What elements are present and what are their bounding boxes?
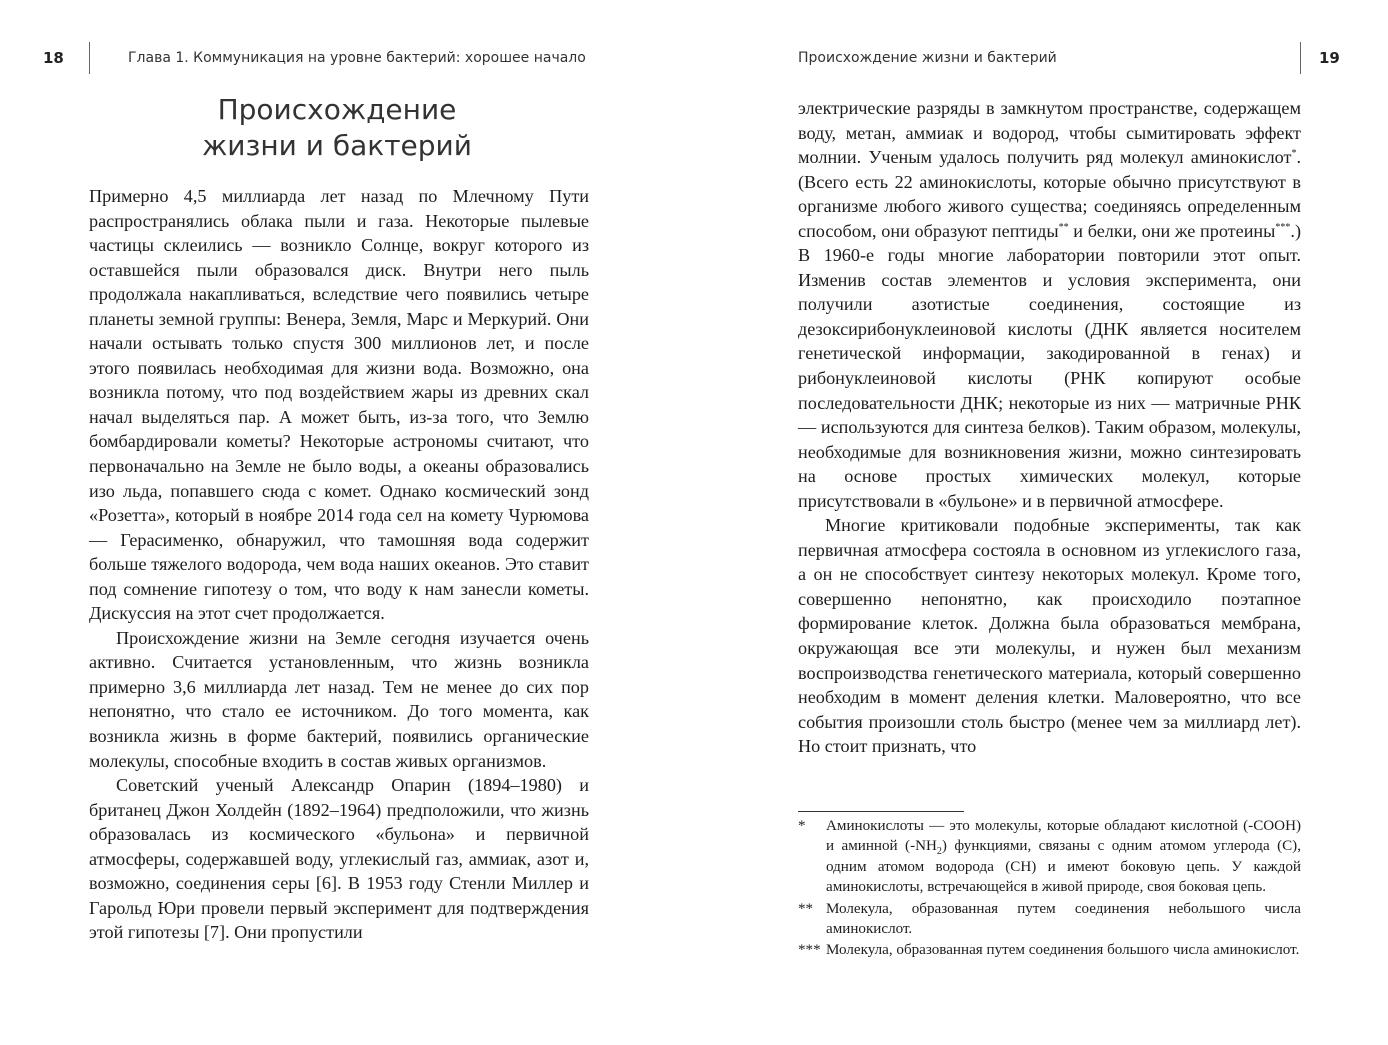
footnote (798, 940, 1301, 960)
paragraph: Многие критиковали подобные эксперименты, так как первичная атмосфера состояла в основном из углекислого газа, а он не способствует синтезу некоторых молекул. Кроме того, совершенно непонятно, как происходило поэтапное формирование клеток. Должна была образоваться мембрана, окружающая все эти молекулы, и нужен был механизм воспроизводства генетического материала, который совершенно необходим в момент деления клетки. Маловероятно, что все события произошли столь быстро (менее чем за миллиард лет). Но стоит признать, что (798, 515, 1301, 757)
paragraph: Происхождение жизни на Земле сегодня изучается очень активно. Считается установленным, что жизнь возникла примерно 3,6 миллиарда лет назад. Тем не менее до сих пор непонятно, что стало ее источником. До того момента, как возникла жизнь в форме бактерий, появились органические молекулы, способные входить в состав живых организмов. (89, 627, 589, 771)
footnote-separator (798, 811, 964, 812)
footnote (798, 816, 1301, 898)
subscript: 2 (936, 846, 942, 858)
chapter-title-line: Происхождение (217, 93, 457, 126)
footnote-text (826, 816, 1301, 898)
right-page (694, 0, 1388, 1045)
running-head: Глава 1. Коммуникация на уровне бактерий: хорошее начало (128, 50, 586, 66)
page-number: 18 (43, 49, 64, 67)
footnote-ref[interactable]: ** (1058, 221, 1069, 233)
text-run: и белки, они же протеины (1068, 220, 1276, 241)
paragraph (798, 96, 1301, 513)
header-divider (89, 42, 90, 74)
footnote (798, 899, 1301, 940)
footnote-text: Молекула, образованная путем соединения небольшого числа аминокислот. (826, 900, 1301, 938)
body-text (798, 96, 1301, 759)
page-number: 19 (1319, 49, 1340, 67)
paragraph: Советский ученый Александр Опарин (1894–1980) и британец Джон Холдейн (1892–1964) предположили, что жизнь образовалась из космического «бульона» и первичной атмосферы, содержавшей воду, углекислый газ, аммиак, азот и, возможно, соединения серы [6]. В 1953 году Стенли Миллер и Гарольд Юри провели первый эксперимент для подтверждения этой гипотезы [7]. Они пропустили (89, 775, 589, 943)
footnote-ref[interactable]: * (1291, 148, 1297, 160)
text-run: .) В 1960-е годы многие лаборатории повторили этот опыт. Изменив состав элементов и условия эксперимента, они получили азотистые соединения, состоящие из дезоксирибонуклеиновой кислоты (ДНК является носителем генетической информации, закодированной в генах) и рибонуклеиновой кислоты (РНК копируют особые последовательности ДНК; некоторые из них — матричные РНК — используются для синтеза белков). Таким образом, молекулы, необходимые для возникновения жизни, можно синтезировать на основе простых химических молекул, которые присутствовали в «бульоне» и в первичной атмосфере. (798, 220, 1301, 511)
running-head: Происхождение жизни и бактерий (798, 50, 1057, 66)
footnote-mark: *** (798, 942, 821, 959)
chapter-title-line: жизни и бактерий (202, 129, 472, 162)
text-run: . (Всего есть 22 аминокислоты, которые обычно присутствуют в организме любого живого существа; соединяясь определенным способом, они образуют пептиды (798, 147, 1301, 241)
footnotes (798, 816, 1301, 962)
body-text (89, 184, 589, 945)
chapter-title (130, 92, 544, 164)
text-run: ) функциями, связаны с одним атомом углерода (С), одним атомом водорода (СН) и имеют боковую цепь. У каждой аминокислоты, встречающейся в живой природе, своя боковая цепь. (826, 838, 1301, 896)
footnote-text: Молекула, образованная путем соединения большого числа аминокислот. (826, 942, 1300, 959)
header-divider (1300, 42, 1301, 74)
footnote-mark: * (798, 818, 806, 834)
footnote-mark: ** (798, 900, 814, 917)
text-run: электрические разряды в замкнутом пространстве, содержащем воду, метан, аммиак и водород, чтобы сымитировать эффект молнии. Ученым удалось получить ряд молекул аминокислот (798, 98, 1301, 168)
text-run: Аминокислоты — это молекулы, которые обладают кислотной (-COOH) и аминной (-NH (826, 818, 1301, 855)
footnote-ref[interactable]: *** (1275, 221, 1291, 233)
paragraph: Примерно 4,5 миллиарда лет назад по Млечному Пути распространялись облака пыли и газа. Некоторые пылевые частицы склеились — возникло Солнце, вокруг которого из оставшейся пыли образовался диск. Внутри него пыль продолжала накапливаться, вследствие чего появились четыре планеты земной группы: Венера, Земля, Марс и Меркурий. Они начали остывать только спустя 300 миллионов лет, и после этого появилась необходимая для жизни вода. Возможно, она возникла потому, что под воздействием жары из древних скал начал выделяться пар. А может быть, из-за того, что Землю бомбардировали кометы? Некоторые астрономы считают, что первоначально на Земле не было воды, а океаны образовались изо льда, попавшего сюда с комет. Однако космический зонд «Розетта», который в ноябре 2014 года сел на комету Чурюмова — Герасименко, обнаружил, что тамошняя вода содержит больше тяжелого водорода, чем вода наших океанов. Это ставит под сомнение гипотезу о том, что воду к нам занесли кометы. Дискуссия на этот счет продолжается. (89, 186, 589, 624)
